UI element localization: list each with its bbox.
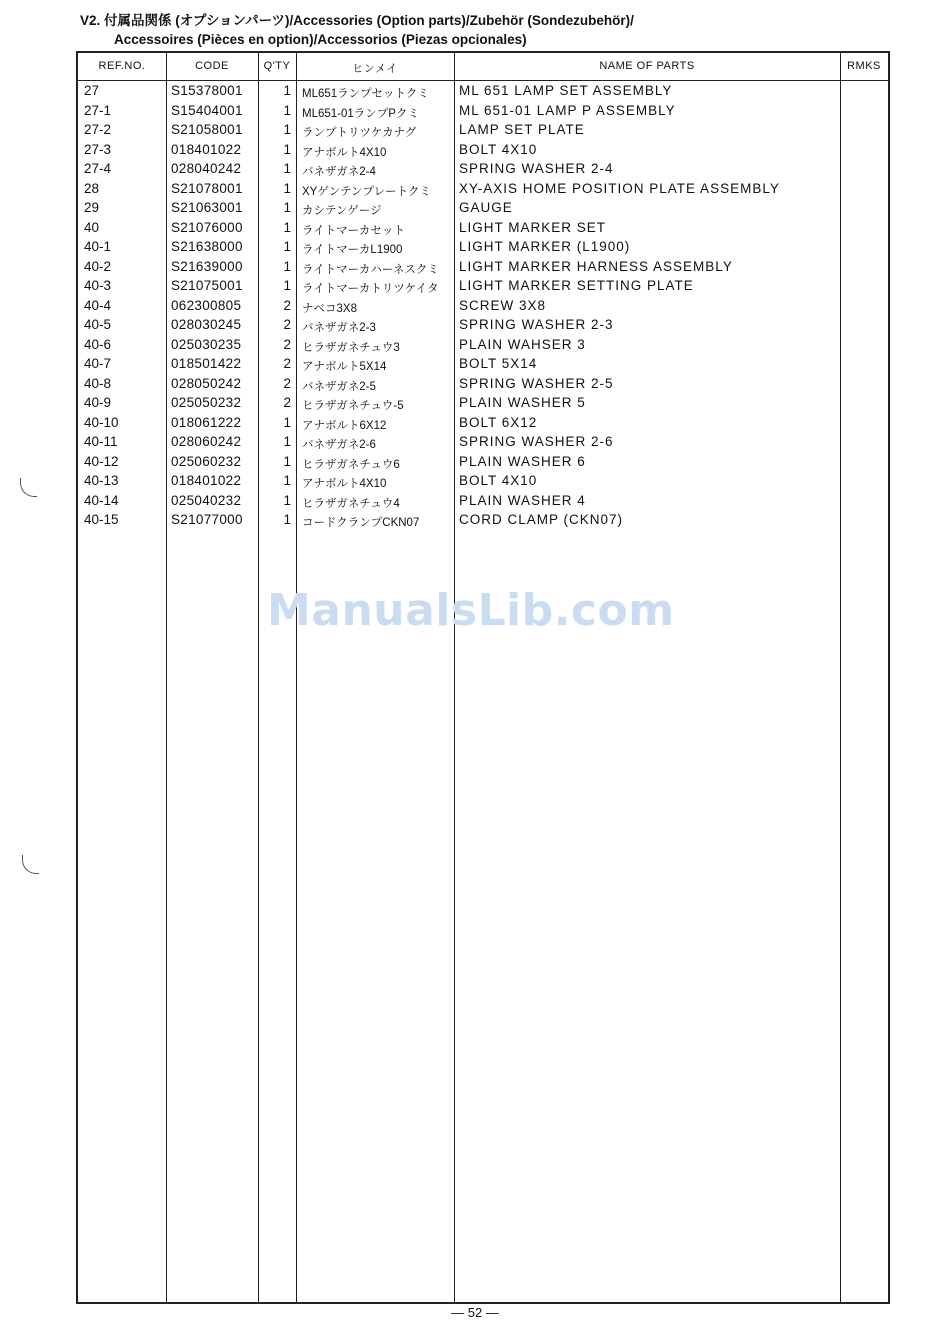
cell-ref-no: 27-3	[84, 141, 112, 157]
table-row	[78, 278, 888, 298]
table-row	[78, 376, 888, 396]
cell-qty: 1	[283, 414, 291, 430]
cell-qty: 1	[283, 278, 291, 293]
cell-ref-no: 27	[84, 83, 100, 98]
cell-code: S15378001	[171, 83, 243, 98]
watermark: ManualsLib.com	[267, 585, 675, 636]
cell-code: 018061222	[171, 414, 242, 430]
cell-code: 028050242	[171, 375, 242, 391]
cell-qty: 2	[283, 375, 291, 391]
cell-qty: 2	[283, 395, 291, 410]
cell-ref-no: 40-1	[84, 239, 112, 254]
header-qty: Q'TY	[263, 60, 291, 72]
cell-code: 025060232	[171, 453, 242, 469]
cell-ref-no: 27-2	[84, 122, 112, 137]
cell-ref-no: 40-12	[84, 453, 119, 469]
cell-kana-name: アナボルト6X12	[302, 419, 387, 432]
cell-kana-name: ヒラザガネチュウ-5	[302, 400, 404, 412]
cell-code: S21058001	[171, 122, 243, 137]
cell-ref-no: 40	[84, 219, 100, 235]
cell-ref-no: 40-5	[84, 317, 112, 332]
cell-part-name: SPRING WASHER 2-5	[459, 375, 614, 391]
cell-qty: 2	[283, 356, 291, 371]
cell-part-name: SCREW 3X8	[459, 297, 547, 313]
table-row	[78, 122, 888, 142]
cell-code: 028040242	[171, 161, 242, 176]
cell-ref-no: 27-4	[84, 161, 112, 176]
table-row	[78, 473, 888, 493]
cell-part-name: PLAIN WAHSER 3	[459, 336, 586, 352]
binding-mark	[22, 855, 39, 874]
cell-part-name: SPRING WASHER 2-4	[459, 161, 614, 176]
title-line-2: Accessoires (Pièces en option)/Accessorios (Piezas opcionales)	[114, 32, 527, 47]
cell-ref-no: 40-2	[84, 258, 112, 274]
parts-table	[76, 51, 890, 1304]
cell-qty: 2	[283, 317, 291, 332]
table-row	[78, 454, 888, 474]
table-row	[78, 493, 888, 513]
cell-qty: 1	[283, 180, 291, 196]
page-number: — 52 —	[451, 1305, 499, 1320]
page-title	[80, 11, 634, 49]
binding-mark	[20, 478, 37, 497]
table-row	[78, 337, 888, 357]
table-row	[78, 200, 888, 220]
table-row	[78, 181, 888, 201]
cell-ref-no: 40-11	[84, 434, 118, 449]
cell-part-name: ML 651 LAMP SET ASSEMBLY	[459, 83, 673, 98]
cell-ref-no: 40-3	[84, 278, 112, 293]
cell-qty: 1	[283, 473, 291, 488]
cell-part-name: LIGHT MARKER SETTING PLATE	[459, 278, 694, 293]
title-line-1: V2. 付属品関係 (オプションパーツ)/Accessories (Option parts)/Zubehör (Sondezubehör)/	[80, 13, 634, 28]
cell-kana-name: XYゲンテンプレートクミ	[302, 185, 431, 198]
cell-ref-no: 27-1	[84, 102, 112, 118]
cell-ref-no: 29	[84, 200, 100, 215]
cell-ref-no: 40-4	[84, 297, 112, 313]
cell-kana-name: カシテンゲージ	[302, 205, 382, 217]
cell-code: 018401022	[171, 473, 242, 488]
cell-kana-name: ランプトリツケカナグ	[302, 127, 417, 139]
cell-qty: 2	[283, 297, 291, 313]
cell-code: S21075001	[171, 278, 243, 293]
cell-part-name: BOLT 6X12	[459, 414, 538, 430]
cell-part-name: LIGHT MARKER SET	[459, 219, 607, 235]
table-body	[78, 83, 888, 532]
cell-ref-no: 28	[84, 180, 100, 196]
table-row	[78, 239, 888, 259]
header-code: CODE	[195, 60, 229, 72]
header-kana: ヒンメイ	[352, 63, 398, 75]
cell-ref-no: 40-14	[84, 492, 119, 508]
header-rmks: RMKS	[847, 60, 881, 72]
cell-part-name: ML 651-01 LAMP P ASSEMBLY	[459, 102, 676, 118]
cell-code: S21638000	[171, 239, 243, 254]
table-row	[78, 220, 888, 240]
table-row	[78, 434, 888, 454]
table-row	[78, 83, 888, 103]
cell-kana-name: コードクランプCKN07	[302, 517, 420, 529]
cell-part-name: BOLT 4X10	[459, 141, 538, 157]
cell-qty: 1	[283, 239, 291, 254]
cell-qty: 1	[283, 258, 291, 274]
cell-qty: 1	[283, 200, 291, 215]
cell-qty: 1	[283, 219, 291, 235]
cell-ref-no: 40-13	[84, 473, 119, 488]
cell-kana-name: バネザガネ2-5	[302, 380, 376, 393]
cell-kana-name: アナボルト4X10	[302, 478, 387, 490]
cell-kana-name: アナボルト5X14	[302, 361, 387, 373]
cell-code: S21077000	[171, 512, 243, 527]
cell-code: 062300805	[171, 297, 242, 313]
cell-ref-no: 40-6	[84, 336, 112, 352]
table-row	[78, 259, 888, 279]
cell-qty: 1	[283, 434, 291, 449]
cell-code: S21639000	[171, 258, 243, 274]
cell-code: S21076000	[171, 219, 243, 235]
cell-part-name: PLAIN WASHER 6	[459, 453, 586, 469]
table-row	[78, 415, 888, 435]
cell-kana-name: アナボルト4X10	[302, 146, 387, 159]
cell-code: 028060242	[171, 434, 242, 449]
cell-kana-name: ライトマーカL1900	[302, 244, 403, 256]
cell-part-name: CORD CLAMP (CKN07)	[459, 512, 624, 527]
table-header	[78, 53, 888, 81]
cell-qty: 1	[283, 83, 291, 98]
header-name-of-parts: NAME OF PARTS	[599, 60, 695, 72]
cell-part-name: BOLT 4X10	[459, 473, 538, 488]
table-row	[78, 395, 888, 415]
table-row	[78, 356, 888, 376]
cell-kana-name: ヒラザガネチュウ6	[302, 458, 400, 471]
cell-kana-name: ヒラザガネチュウ4	[302, 497, 400, 510]
cell-kana-name: ライトマーカハーネスクミ	[302, 263, 439, 276]
cell-qty: 2	[283, 336, 291, 352]
cell-kana-name: バネザガネ2-6	[302, 439, 376, 451]
table-row	[78, 512, 888, 532]
cell-code: 025030235	[171, 336, 242, 352]
cell-kana-name: ML651ランプセットクミ	[302, 88, 429, 100]
cell-part-name: BOLT 5X14	[459, 356, 538, 371]
cell-kana-name: バネザガネ2-4	[302, 166, 376, 178]
cell-ref-no: 40-7	[84, 356, 112, 371]
cell-ref-no: 40-8	[84, 375, 112, 391]
cell-kana-name: ナベコ3X8	[302, 302, 357, 315]
table-row	[78, 317, 888, 337]
cell-code: 028030245	[171, 317, 242, 332]
cell-qty: 1	[283, 512, 291, 527]
cell-part-name: LAMP SET PLATE	[459, 122, 585, 137]
cell-code: 018501422	[171, 356, 242, 371]
cell-qty: 1	[283, 161, 291, 176]
cell-part-name: LIGHT MARKER (L1900)	[459, 239, 631, 254]
table-row	[78, 298, 888, 318]
cell-code: 025040232	[171, 492, 242, 508]
cell-part-name: SPRING WASHER 2-3	[459, 317, 614, 332]
cell-part-name: PLAIN WASHER 4	[459, 492, 586, 508]
cell-code: S15404001	[171, 102, 243, 118]
cell-qty: 1	[283, 492, 291, 508]
cell-code: S21063001	[171, 200, 243, 215]
cell-code: 018401022	[171, 141, 242, 157]
cell-qty: 1	[283, 453, 291, 469]
cell-ref-no: 40-10	[84, 414, 119, 430]
cell-kana-name: ML651-01ランプPクミ	[302, 107, 419, 120]
cell-part-name: SPRING WASHER 2-6	[459, 434, 614, 449]
cell-code: 025050232	[171, 395, 242, 410]
table-row	[78, 161, 888, 181]
cell-kana-name: ヒラザガネチュウ3	[302, 341, 400, 354]
cell-qty: 1	[283, 122, 291, 137]
cell-part-name: PLAIN WASHER 5	[459, 395, 586, 410]
cell-part-name: XY-AXIS HOME POSITION PLATE ASSEMBLY	[459, 180, 780, 196]
cell-qty: 1	[283, 102, 291, 118]
cell-kana-name: バネザガネ2-3	[302, 322, 376, 334]
header-ref-no: REF.NO.	[98, 60, 146, 72]
table-row	[78, 103, 888, 123]
cell-kana-name: ライトマーカトリツケイタ	[302, 283, 439, 295]
cell-part-name: LIGHT MARKER HARNESS ASSEMBLY	[459, 258, 733, 274]
cell-qty: 1	[283, 141, 291, 157]
cell-ref-no: 40-9	[84, 395, 112, 410]
cell-kana-name: ライトマーカセット	[302, 224, 405, 237]
cell-part-name: GAUGE	[459, 200, 513, 215]
cell-ref-no: 40-15	[84, 512, 119, 527]
table-row	[78, 142, 888, 162]
cell-code: S21078001	[171, 180, 243, 196]
